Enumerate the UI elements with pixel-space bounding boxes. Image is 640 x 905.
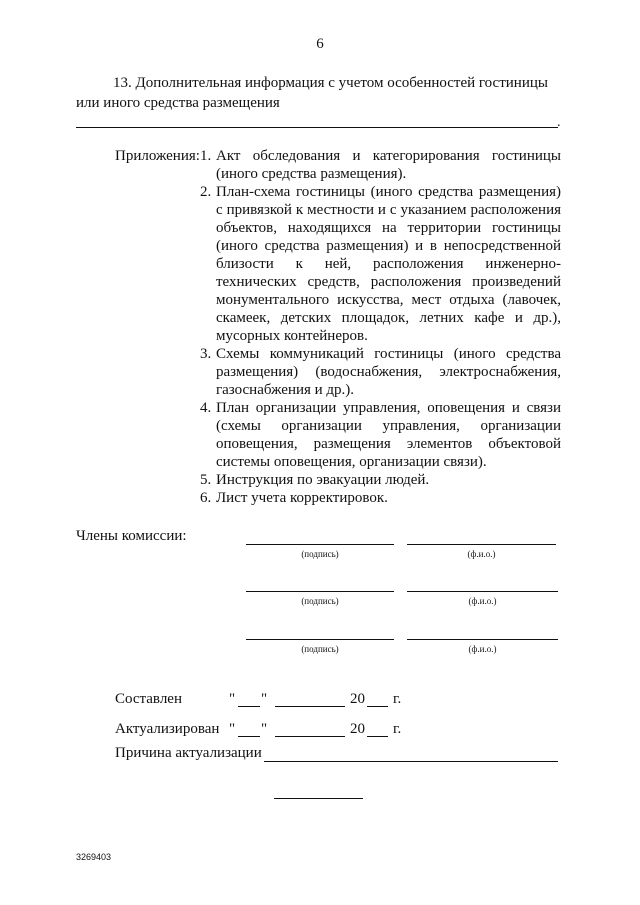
closing-rule [274,798,363,799]
item-13-paragraph [76,73,561,113]
appendix-item: 1. Акт обследования и категорирования гостиницы (иного средства размещения). [200,148,561,182]
item-13-end-mark: . [557,115,561,130]
item-13-line-1: 13. Дополнительная информация с учетом особенностей гостиницы [113,75,548,91]
appendices-list [200,147,561,507]
updated-quote-close: " [261,721,268,737]
name-caption-1: (ф.и.о.) [467,549,496,559]
signature-caption-1: (подпись) [301,549,339,559]
compiled-quote-open: " [229,691,236,707]
page-number: 6 [316,36,324,52]
commission-members-label: Члены комиссии: [76,528,187,544]
updated-month-field[interactable] [275,736,345,737]
update-reason-label: Причина актуализации [115,745,262,761]
name-caption-3: (ф.и.о.) [468,644,497,654]
compiled-year-field[interactable] [367,706,388,707]
appendix-item: 2. План-схема гостиницы (иного средства размещения) с привязкой к местности и с указанием расположения объектов, находящихся на территории гостиницы (иного средства размещения) и в непосредственной близости к ней, расположения инженерно-технических средств, расположения произведений монументального искусства, мест отдыха (лавочек, скамеек, детских площадок, летних кафе и др.), мусорных контейнеров. [200,184,561,344]
appendices-label: Приложения: [115,148,200,164]
signature-line-1[interactable] [246,544,394,545]
appendix-item: 6. Лист учета корректировок. [200,490,388,506]
compiled-month-field[interactable] [275,706,345,707]
compiled-quote-close: " [261,691,268,707]
updated-label: Актуализирован [115,721,220,737]
updated-year-field[interactable] [367,736,388,737]
update-reason-field[interactable] [264,761,558,762]
signature-caption-2: (подпись) [301,596,339,606]
compiled-day-field[interactable] [238,706,260,707]
compiled-year-prefix: 20 [350,691,365,707]
updated-day-field[interactable] [238,736,260,737]
item-13-fill-line[interactable] [76,127,558,128]
name-line-1[interactable] [407,544,556,545]
appendix-item: 4. План организации управления, оповещения и связи (схемы организации управления, организации оповещения, размещения элементов объектовой системы оповещения, организации связи). [200,400,561,470]
updated-quote-open: " [229,721,236,737]
compiled-year-suffix: г. [393,691,402,707]
name-line-3[interactable] [407,639,558,640]
signature-caption-3: (подпись) [301,644,339,654]
document-code: 3269403 [76,852,112,862]
appendix-item: 3. Схемы коммуникаций гостиницы (иного средства размещения) (водоснабжения, электроснабжения, газоснабжения и др.). [200,346,561,398]
item-13-line-2: или иного средства размещения [76,95,280,111]
updated-year-prefix: 20 [350,721,365,737]
name-caption-2: (ф.и.о.) [468,596,497,606]
name-line-2[interactable] [407,591,558,592]
signature-line-2[interactable] [246,591,394,592]
compiled-label: Составлен [115,691,182,707]
signature-line-3[interactable] [246,639,394,640]
appendix-item: 5. Инструкция по эвакуации людей. [200,472,430,488]
updated-year-suffix: г. [393,721,402,737]
